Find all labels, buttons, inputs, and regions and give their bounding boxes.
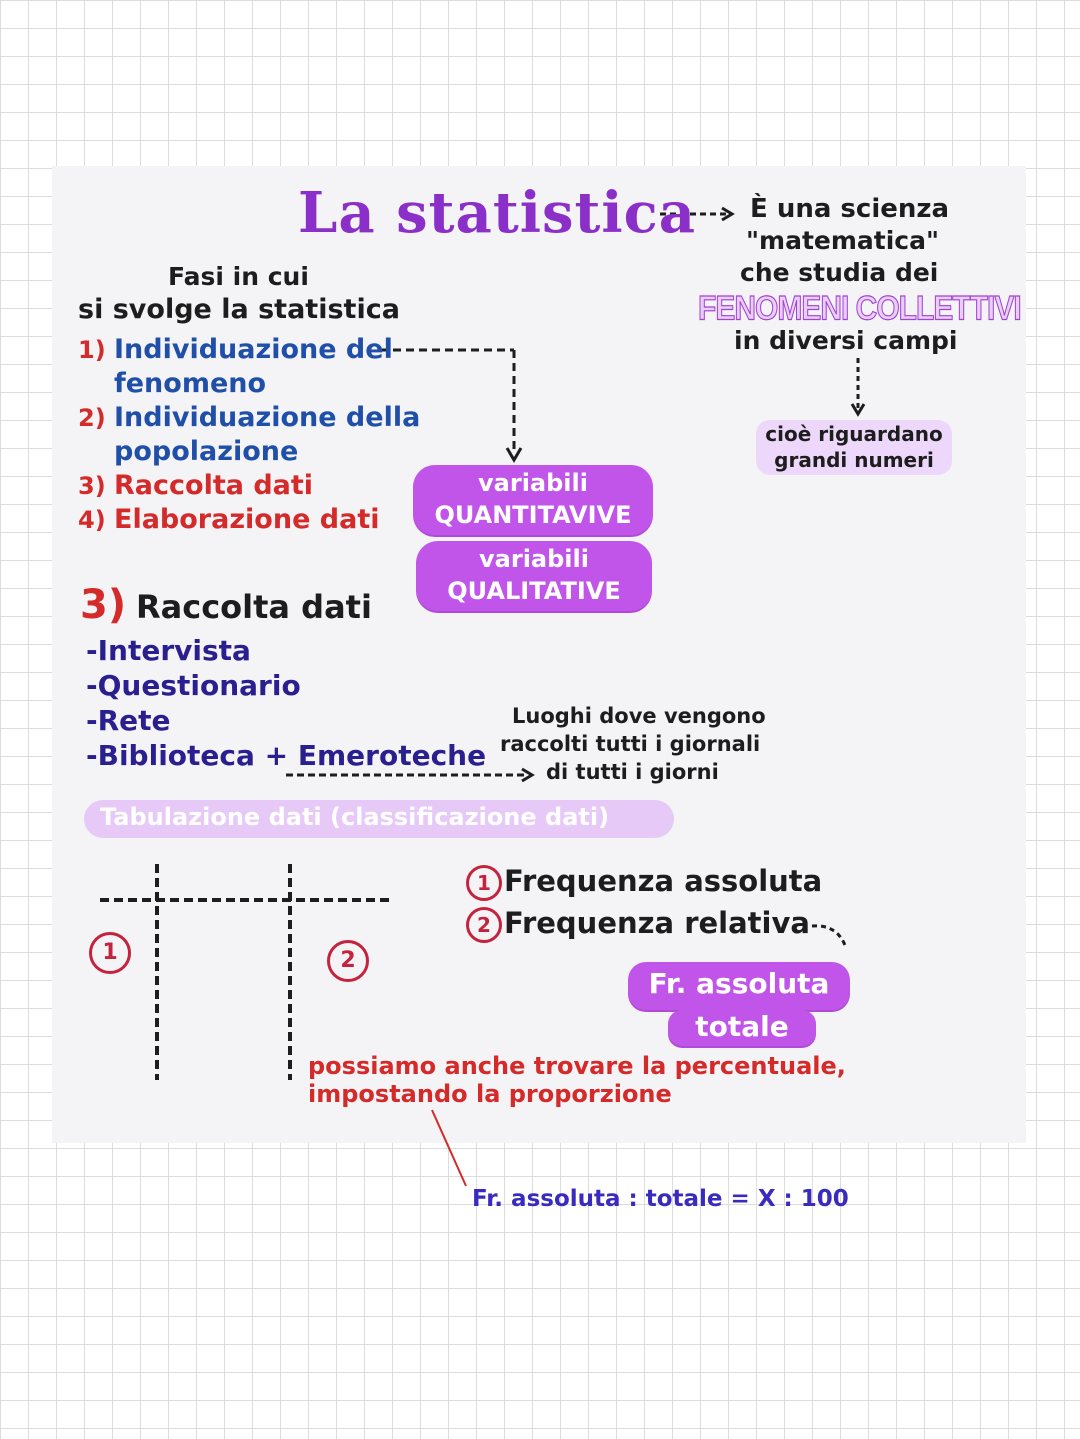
collection-heading: Raccolta dati (136, 588, 372, 626)
definition-line4: in diversi campi (734, 326, 958, 355)
definition-line3: che studia dei (740, 258, 939, 287)
frequency-item1-number: 1 (466, 865, 502, 901)
phase-3-number: 3) (78, 472, 106, 500)
phase-4-number: 4) (78, 506, 106, 534)
frequency-item1-text: Frequenza assoluta (504, 864, 823, 898)
collection-item-biblioteca (86, 739, 486, 772)
collection-item-emeroteche: Emeroteche (297, 739, 487, 772)
phase-2-text: Individuazione della (114, 402, 421, 433)
frequency-item2 (466, 906, 810, 943)
frequency-item2-number: 2 (466, 907, 502, 943)
collection-note-line1: Luoghi dove vengono (512, 704, 766, 728)
collection-number: 3) (80, 582, 127, 628)
phase-1-text: Individuazione del (114, 334, 393, 365)
collection-item-questionario: -Questionario (86, 669, 301, 702)
phase-2-number: 2) (78, 404, 106, 432)
percent-note-line2: impostando la proporzione (308, 1080, 672, 1108)
variable-quantitative-pill (413, 465, 653, 535)
percent-note-line1: possiamo anche trovare la percentuale, (308, 1052, 846, 1080)
tabulation-label: Tabulazione dati (classificazione dati) (100, 803, 610, 831)
collection-note-line3: di tutti i giorni (546, 760, 719, 784)
variable-quantitative-line1: variabili (478, 469, 588, 497)
tabulation-banner (84, 800, 674, 838)
phases-heading-line1: Fasi in cui (168, 262, 309, 291)
tabulation-col1-number: 1 (89, 932, 131, 974)
phase-1-number: 1) (78, 336, 106, 364)
fraction-denominator: totale (668, 1010, 816, 1046)
variable-qualitative-line2: QUALITATIVE (447, 577, 621, 605)
fraction-numerator: Fr. assoluta (628, 962, 850, 1010)
definition-note-line1: cioè riguardano (765, 422, 943, 446)
phase-3-text: Raccolta dati (114, 470, 314, 501)
definition-line2: "matematica" (746, 226, 940, 255)
collection-item-biblioteca-prefix: -Biblioteca + (86, 739, 298, 772)
phase-1-text-cont: fenomeno (114, 368, 267, 399)
frequency-item2-text: Frequenza relativa (504, 906, 810, 940)
collection-note-line2: raccolti tutti i giornali (500, 732, 761, 756)
phases-heading-line2: si svolge la statistica (78, 294, 400, 325)
page-title: La statistica (298, 180, 697, 246)
proportion-formula: Fr. assoluta : totale = X : 100 (472, 1186, 849, 1212)
collection-item-intervista: -Intervista (86, 634, 251, 667)
phase-2-text-cont: popolazione (114, 436, 299, 467)
collection-item-rete: -Rete (86, 704, 171, 737)
phase-4-text: Elaborazione dati (114, 504, 380, 535)
variable-qualitative-pill (416, 541, 652, 611)
definition-line1: È una scienza (750, 194, 950, 224)
definition-note (756, 420, 952, 475)
variable-quantitative-line2: QUANTITAVIVE (434, 501, 632, 529)
variable-qualitative-line1: variabili (479, 545, 589, 573)
tabulation-col2-number: 2 (327, 940, 369, 982)
definition-note-line2: grandi numeri (774, 448, 934, 472)
definition-highlight: FENOMENI COLLETTIVI (698, 289, 1021, 328)
frequency-item1 (466, 864, 822, 901)
